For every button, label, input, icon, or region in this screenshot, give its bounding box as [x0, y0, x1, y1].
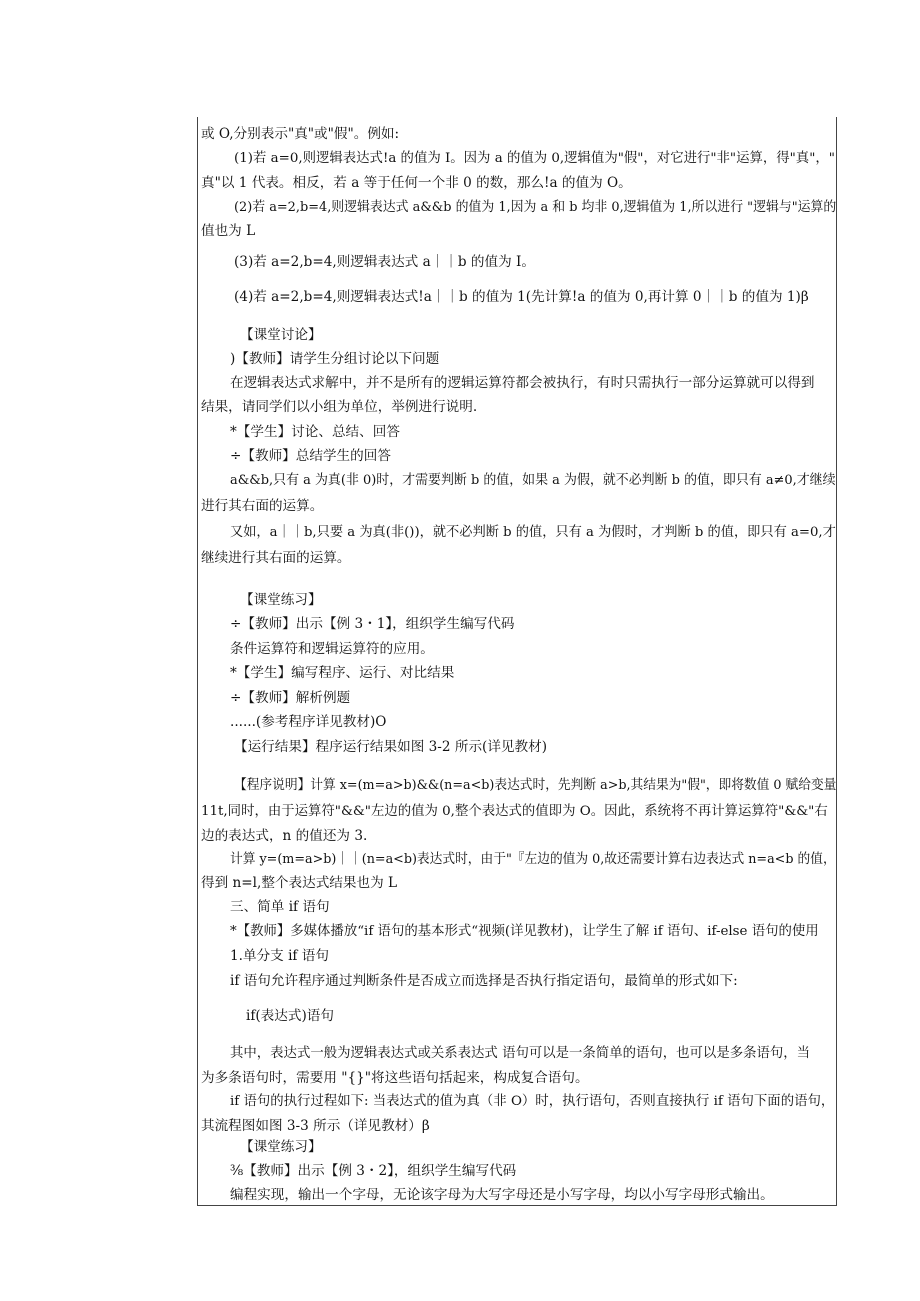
- text-line: 【程序说明】计算 x=(m=a>b)&&(n=a<b)表达式时，先判断 a>b,其结果为"假"，即将数值 0 赋给变量: [234, 778, 837, 793]
- text-line: 其中，表达式一般为逻辑表达式或关系表达式 语句可以是一条简单的语句，也可以是多条语句，当: [230, 1046, 811, 1061]
- content-frame: [197, 117, 837, 1206]
- text-line: 边的表达式，n 的值还为 3.: [201, 828, 368, 844]
- text-line: 在逻辑表达式求解中，并不是所有的逻辑运算符都会被执行，有时只需执行一部分运算就可以得到: [230, 375, 815, 391]
- text-line: 结果，请同学们以小组为单位，举例进行说明.: [201, 399, 478, 415]
- text-line: 或 O,分别表示"真"或"假"。例如:: [201, 126, 400, 142]
- code-line: if(表达式)语句: [246, 1008, 334, 1024]
- section-heading: 【课堂讨论】: [240, 327, 322, 343]
- text-line: if 语句的执行过程如下: 当表达式的值为真（非 O）时，执行语句，否则直接执行 if 语句下面的语句，: [230, 1094, 835, 1109]
- section-heading: 【课堂练习】: [240, 592, 322, 608]
- text-line: ......(参考程序详见教材)O: [230, 714, 387, 730]
- text-line: (3)若 a=2,b=4,则逻辑表达式 a｜｜b 的值为 I。: [234, 254, 535, 270]
- text-line: 得到 n=l,整个表达式结果也为 L: [201, 875, 398, 891]
- text-line: (1)若 a=0,则逻辑表达式!a 的值为 I。因为 a 的值为 0,逻辑值为"假"，对它进行"非"运算，得"真"，": [234, 151, 835, 166]
- text-line: 继续进行其右面的运算。: [201, 550, 351, 566]
- text-line: )【教师】请学生分组讨论以下问题: [230, 351, 440, 367]
- text-line: 进行其右面的运算。: [201, 498, 324, 514]
- text-line: 又如，a｜｜b,只要 a 为真(非())，就不必判断 b 的值，只有 a 为假时，才判断 b 的值，即只有 a=0,才: [230, 525, 836, 540]
- text-line: 值也为 L: [201, 223, 256, 239]
- section-heading: 三、简单 if 语句: [230, 899, 330, 915]
- text-line: (2)若 a=2,b=4,则逻辑表达式 a&&b 的值为 1,因为 a 和 b 均非 0,逻辑值为 1,所以进行 "逻辑与"运算的: [234, 200, 837, 215]
- text-line: ÷【教师】出示【例 3・1】，组织学生编写代码: [230, 616, 515, 632]
- text-line: 1.单分支 if 语句: [230, 948, 329, 964]
- text-line: ÷【教师】总结学生的回答: [230, 448, 391, 464]
- text-line: 编程实现，输出一个字母，无论该字母为大写字母还是小写字母，均以小写字母形式输出。: [230, 1187, 774, 1203]
- text-line: ÷【教师】解析例题: [230, 690, 351, 706]
- text-line: 条件运算符和逻辑运算符的应用。: [230, 641, 434, 657]
- text-line: 其流程图如图 3-3 所示（详见教材）β: [201, 1118, 430, 1134]
- section-heading: 【课堂练习】: [240, 1139, 322, 1155]
- text-line: *【教师】多媒体播放“if 语句的基本形式“视频(详见教材)，让学生了解 if 语句、if-else 语句的使用: [230, 924, 819, 939]
- text-line: (4)若 a=2,b=4,则逻辑表达式!a｜｜b 的值为 1(先计算!a 的值为 0,再计算 0｜｜b 的值为 1)β: [234, 289, 809, 305]
- text-line: 【运行结果】程序运行结果如图 3-2 所示(详见教材): [234, 739, 548, 755]
- text-line: 11t,同时，由于运算符"&&"左边的值为 0,整个表达式的值即为 O。因此，系统将不再计算运算符"&&"右: [201, 804, 828, 819]
- text-line: 真"以 1 代表。相反，若 a 等于任何一个非 0 的数，那么!a 的值为 O。: [201, 175, 632, 191]
- text-line: *【学生】编写程序、运行、对比结果: [230, 665, 455, 681]
- text-line: a&&b,只有 a 为真(非 0)时，才需要判断 b 的值，如果 a 为假，就不必判断 b 的值，即只有 a≠0,才继续: [230, 473, 836, 488]
- text-line: *【学生】讨论、总结、回答: [230, 424, 400, 440]
- text-line: 计算 y=(m=a>b)｜｜(n=a<b)表达式时，由于"『左边的值为 0,故还需要计算右边表达式 n=a<b 的值，: [230, 852, 836, 867]
- text-line: ⅜【教师】出示【例 3・2】，组织学生编写代码: [230, 1163, 517, 1179]
- text-line: if 语句允许程序通过判断条件是否成立而选择是否执行指定语句，最简单的形式如下:: [230, 973, 738, 989]
- text-line: 为多条语句时，需要用 "{}"将这些语句括起来，构成复合语句。: [201, 1070, 589, 1086]
